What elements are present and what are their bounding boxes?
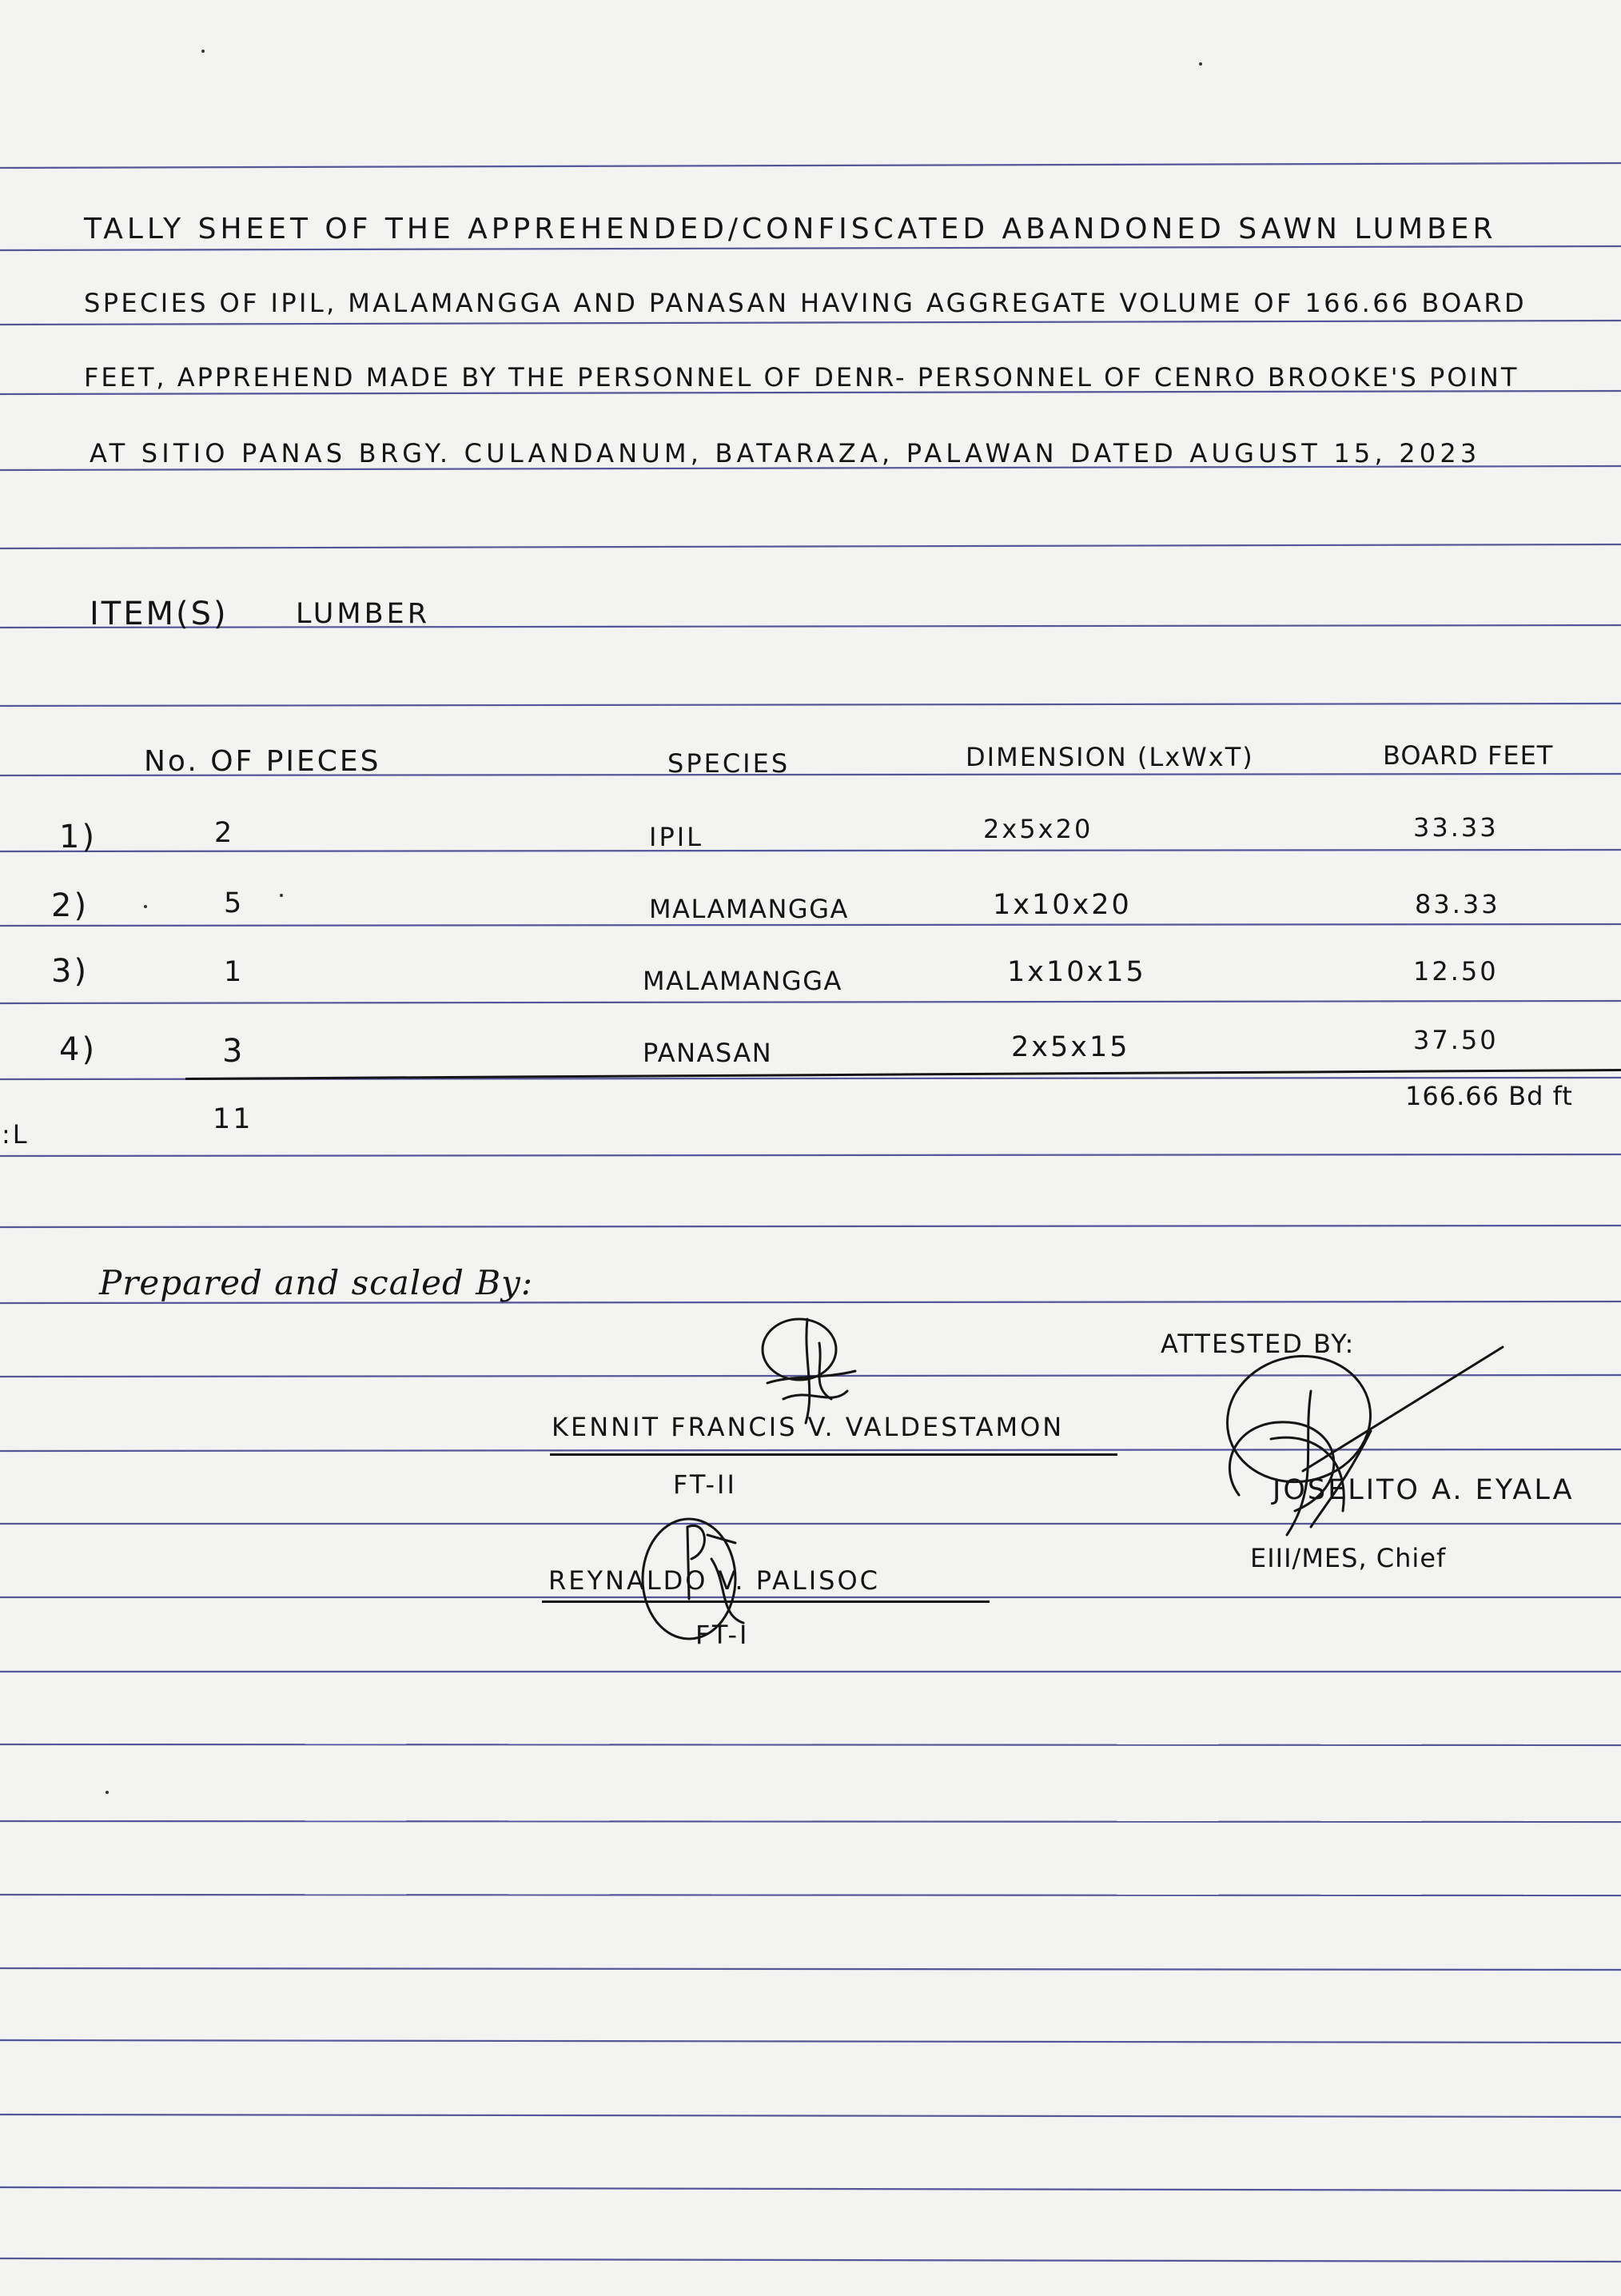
preparer2-title: FT-I	[695, 1620, 750, 1650]
header-line-4: AT SITIO PANAS BRGY. CULANDANUM, BATARAZA, PALAWAN DATED AUGUST 15, 2023	[90, 438, 1481, 468]
row-dimension: 2x5x20	[983, 814, 1093, 844]
header-line-1: TALLY SHEET OF THE APPREHENDED/CONFISCATED ABANDONED SAWN LUMBER	[84, 213, 1497, 245]
row-board-feet: 37.50	[1413, 1025, 1499, 1055]
row-species: MALAMANGGA	[643, 966, 842, 996]
row-species: PANASAN	[643, 1038, 773, 1068]
column-header-pieces: No. OF PIECES	[144, 745, 381, 778]
preparer1-underline	[550, 1453, 1117, 1456]
row-number: 3)	[51, 953, 90, 990]
row-pieces: 2	[214, 817, 235, 849]
row-board-feet: 83.33	[1415, 889, 1500, 919]
row-species: MALAMANGGA	[649, 894, 849, 924]
row-board-feet: 33.33	[1413, 812, 1499, 843]
header-line-3: FEET, APPREHEND MADE BY THE PERSONNEL OF DENR- PERSONNEL OF CENRO BROOKE'S POINT	[84, 362, 1519, 393]
preparer1-name: KENNIT FRANCIS V. VALDESTAMON	[552, 1412, 1065, 1442]
prepared-label: Prepared and scaled By:	[99, 1263, 533, 1302]
preparer1-title: FT-II	[673, 1469, 737, 1500]
attested-label: ATTESTED BY:	[1161, 1329, 1356, 1359]
row-board-feet: 12.50	[1413, 956, 1499, 987]
row-number: 4)	[59, 1031, 98, 1068]
row-dimension: 1x10x20	[993, 889, 1132, 921]
attester-signature	[1191, 1327, 1511, 1591]
paper-speck	[106, 1791, 109, 1794]
header-line-2: SPECIES OF IPIL, MALAMANGGA AND PANASAN HAVING AGGREGATE VOLUME OF 166.66 BOARD	[84, 288, 1527, 318]
row-pieces: 3	[222, 1033, 245, 1070]
column-header-dimension: DIMENSION (LxWxT)	[966, 742, 1254, 772]
row-number: 2)	[51, 887, 90, 924]
column-header-species: SPECIES	[667, 748, 791, 779]
total-board-feet: 166.66 Bd ft	[1405, 1081, 1573, 1111]
paper-speck	[280, 894, 283, 897]
preparer1-signature	[735, 1311, 879, 1431]
attester-title: EIII/MES, Chief	[1250, 1543, 1447, 1573]
preparer2-signature	[631, 1503, 767, 1647]
paper-speck	[201, 50, 205, 53]
paper-speck	[144, 905, 147, 908]
item-label: ITEM(S)	[90, 596, 229, 632]
margin-mark: :L	[2, 1119, 30, 1150]
attester-name: JOSELITO A. EYALA	[1273, 1474, 1575, 1506]
row-species: IPIL	[649, 822, 703, 852]
row-pieces: 5	[224, 887, 245, 919]
row-dimension: 2x5x15	[1011, 1031, 1130, 1063]
row-pieces: 1	[224, 956, 245, 988]
row-number: 1)	[59, 819, 98, 855]
column-header-board-feet: BOARD FEET	[1383, 740, 1554, 771]
preparer2-name: REYNALDO V. PALISOC	[548, 1565, 881, 1596]
row-dimension: 1x10x15	[1007, 956, 1146, 988]
item-value: LUMBER	[296, 598, 431, 630]
total-pieces: 11	[213, 1103, 253, 1135]
paper-speck	[1199, 62, 1202, 66]
